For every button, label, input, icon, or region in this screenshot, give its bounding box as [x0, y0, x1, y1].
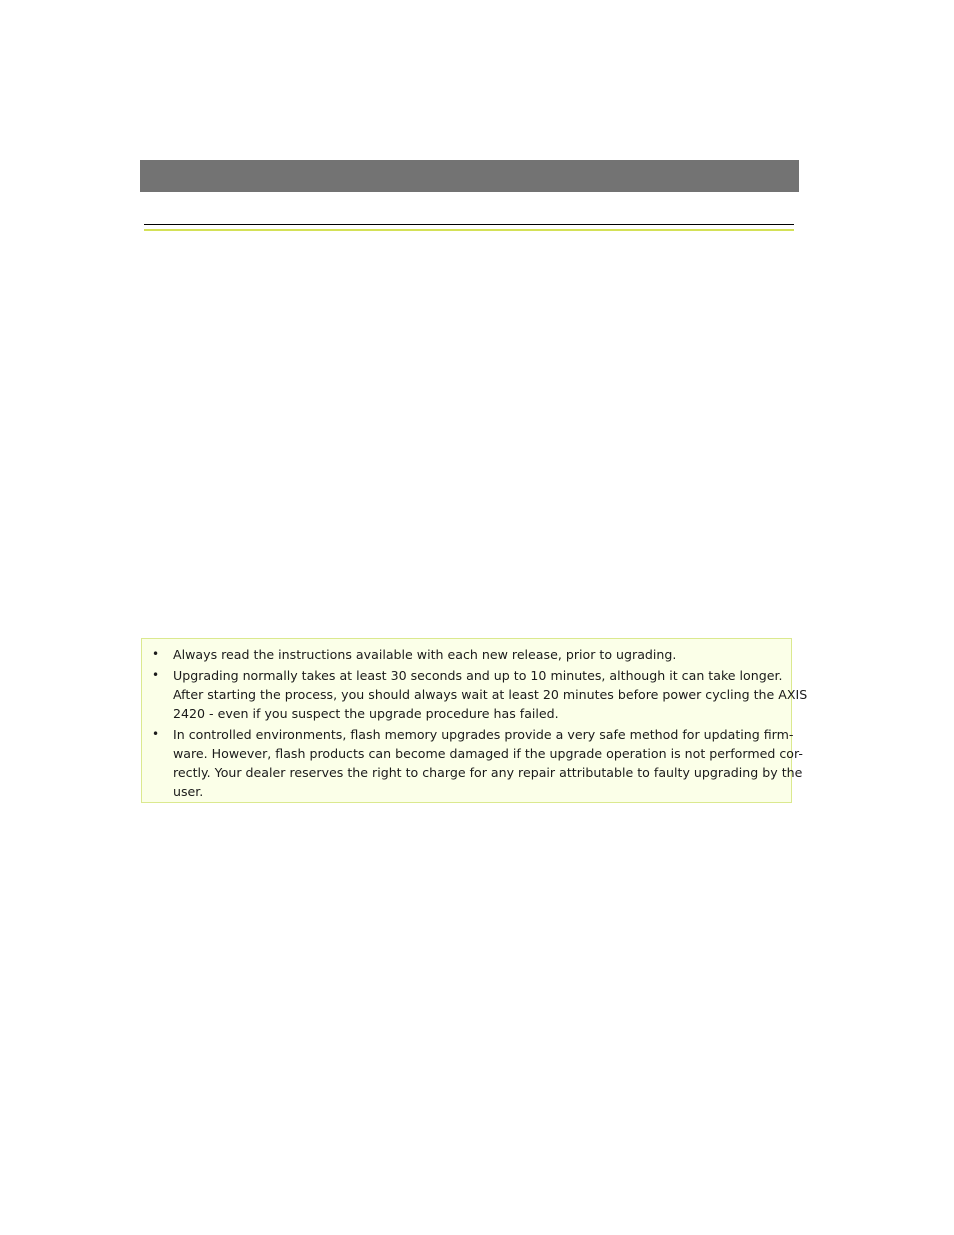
note-line: Upgrading normally takes at least 30 seconds and up to 10 minutes, although it can take longer.: [173, 668, 783, 683]
note-item: [152, 666, 808, 723]
important-note-box: [141, 638, 808, 803]
note-item: [152, 645, 781, 664]
note-line: After starting the process, you should always wait at least 20 minutes before power cycling the AXIS: [173, 687, 808, 702]
note-line: Always read the instructions available with each new release, prior to ugrading.: [173, 647, 677, 662]
title-accent-rule: [144, 229, 794, 231]
header-bar: [140, 160, 799, 192]
note-line: In controlled environments, flash memory upgrades provide a very safe method for updating firm-: [173, 727, 794, 742]
note-line: 2420 - even if you suspect the upgrade procedure has failed.: [173, 706, 559, 721]
note-item: [152, 725, 803, 801]
title-underline: [144, 224, 794, 225]
note-line: rectly. Your dealer reserves the right to charge for any repair attributable to faulty upgrading by the: [173, 765, 803, 780]
bullet-icon: •: [152, 668, 160, 682]
bullet-icon: •: [152, 727, 160, 741]
bullet-icon: •: [152, 647, 160, 661]
note-line: ware. However, flash products can become damaged if the upgrade operation is not performed cor-: [173, 746, 803, 761]
note-list: [152, 645, 808, 801]
note-line: user.: [173, 784, 204, 799]
